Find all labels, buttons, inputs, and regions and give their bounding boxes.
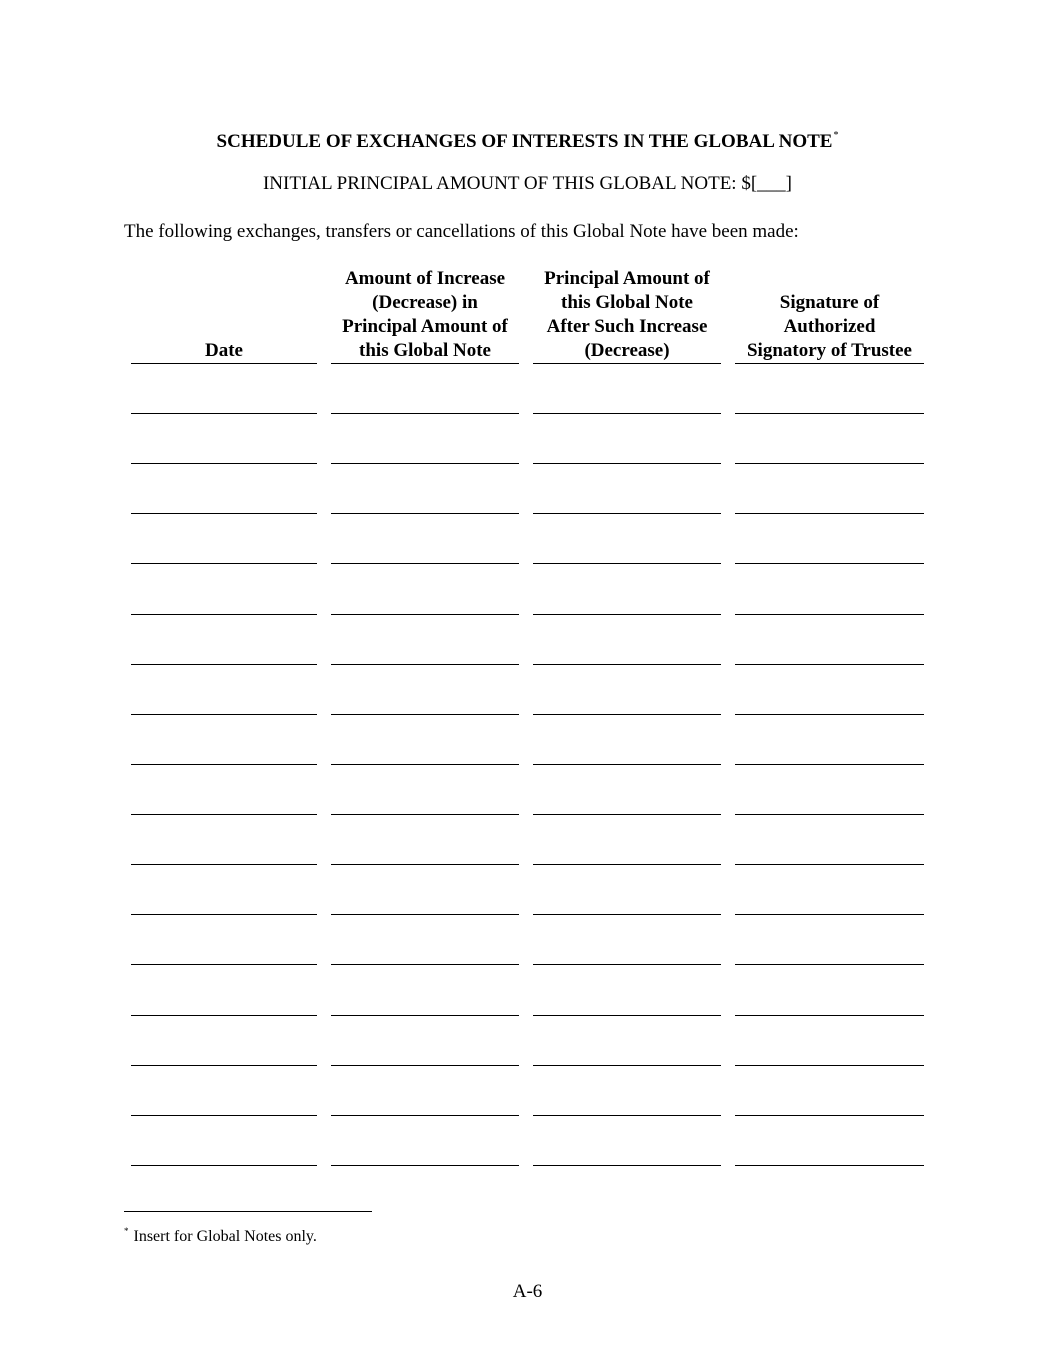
column-header-line: this Global Note (561, 292, 693, 313)
blank-entry-line-principal-after[interactable] (533, 563, 721, 564)
column-header-amount-change (331, 266, 519, 363)
column-header-line: (Decrease) in (372, 292, 478, 313)
blank-entry-line-amount-change[interactable] (331, 563, 519, 564)
blank-entry-line-signature[interactable] (735, 513, 924, 514)
blank-entry-line-amount-change[interactable] (331, 463, 519, 464)
blank-entry-line-signature[interactable] (735, 413, 924, 414)
footnote-separator (124, 1211, 372, 1212)
column-header-signature (735, 266, 924, 363)
footnote-mark: * (124, 1226, 129, 1236)
column-header-line: Principal Amount of (342, 316, 508, 337)
blank-entry-line-date[interactable] (131, 413, 317, 414)
blank-entry-line-amount-change[interactable] (331, 664, 519, 665)
blank-entry-line-date[interactable] (131, 914, 317, 915)
column-header-rule (735, 363, 924, 364)
blank-entry-line-date[interactable] (131, 1165, 317, 1166)
blank-entry-line-principal-after[interactable] (533, 664, 721, 665)
intro-paragraph: The following exchanges, transfers or cancellations of this Global Note have been made: (124, 221, 799, 242)
column-header-line: Signatory of Trustee (746, 340, 912, 361)
blank-entry-line-signature[interactable] (735, 1165, 924, 1166)
blank-entry-line-date[interactable] (131, 1065, 317, 1066)
column-header-line: Principal Amount of (544, 268, 710, 289)
title-footnote-mark: * (833, 130, 839, 141)
blank-entry-line-signature[interactable] (735, 864, 924, 865)
blank-entry-line-principal-after[interactable] (533, 964, 721, 965)
blank-entry-line-signature[interactable] (735, 964, 924, 965)
blank-entry-line-principal-after[interactable] (533, 764, 721, 765)
blank-entry-line-amount-change[interactable] (331, 864, 519, 865)
column-header-date (131, 266, 317, 363)
blank-entry-line-principal-after[interactable] (533, 914, 721, 915)
blank-entry-line-amount-change[interactable] (331, 714, 519, 715)
column-header-line: Amount of Increase (344, 268, 506, 289)
blank-entry-line-principal-after[interactable] (533, 714, 721, 715)
blank-entry-line-amount-change[interactable] (331, 1015, 519, 1016)
blank-entry-line-amount-change[interactable] (331, 413, 519, 414)
blank-entry-line-signature[interactable] (735, 1115, 924, 1116)
column-header-line: this Global Note (359, 340, 491, 361)
blank-entry-line-signature[interactable] (735, 1065, 924, 1066)
blank-entry-line-date[interactable] (131, 513, 317, 514)
initial-principal-amount: INITIAL PRINCIPAL AMOUNT OF THIS GLOBAL NOTE: $[___] (262, 173, 792, 194)
blank-entry-line-amount-change[interactable] (331, 1065, 519, 1066)
blank-entry-line-amount-change[interactable] (331, 1165, 519, 1166)
blank-entry-line-signature[interactable] (735, 614, 924, 615)
blank-entry-line-date[interactable] (131, 614, 317, 615)
blank-entry-line-amount-change[interactable] (331, 914, 519, 915)
blank-entry-line-date[interactable] (131, 864, 317, 865)
blank-entry-line-date[interactable] (131, 664, 317, 665)
blank-entry-line-amount-change[interactable] (331, 814, 519, 815)
column-header-line: Authorized (783, 316, 876, 337)
column-header-principal-after (533, 266, 721, 363)
blank-entry-line-signature[interactable] (735, 463, 924, 464)
blank-entry-line-signature[interactable] (735, 914, 924, 915)
column-header-rule (331, 363, 519, 364)
blank-entry-line-principal-after[interactable] (533, 1065, 721, 1066)
blank-entry-line-signature[interactable] (735, 814, 924, 815)
blank-entry-line-principal-after[interactable] (533, 1115, 721, 1116)
column-header-line: Date (205, 340, 243, 361)
column-header-line: (Decrease) (584, 340, 670, 361)
blank-entry-line-amount-change[interactable] (331, 513, 519, 514)
page-number: A-6 (512, 1281, 543, 1302)
blank-entry-line-principal-after[interactable] (533, 413, 721, 414)
document-title (0, 124, 1055, 154)
column-header-line: After Such Increase (546, 316, 708, 337)
column-header-rule (533, 363, 721, 364)
footnote-text: Insert for Global Notes only. (133, 1228, 317, 1245)
blank-entry-line-signature[interactable] (735, 664, 924, 665)
blank-entry-line-date[interactable] (131, 1115, 317, 1116)
blank-entry-line-signature[interactable] (735, 563, 924, 564)
column-header-line: Signature of (779, 292, 880, 313)
blank-entry-line-principal-after[interactable] (533, 463, 721, 464)
blank-entry-line-amount-change[interactable] (331, 614, 519, 615)
footnote (124, 1221, 317, 1247)
column-header-rule (131, 363, 317, 364)
blank-entry-line-amount-change[interactable] (331, 964, 519, 965)
title-text: SCHEDULE OF EXCHANGES OF INTERESTS IN THE GLOBAL NOTE (216, 131, 833, 152)
blank-entry-line-date[interactable] (131, 964, 317, 965)
blank-entry-line-principal-after[interactable] (533, 614, 721, 615)
blank-entry-line-date[interactable] (131, 563, 317, 564)
blank-entry-line-amount-change[interactable] (331, 1115, 519, 1116)
blank-entry-line-signature[interactable] (735, 1015, 924, 1016)
blank-entry-line-date[interactable] (131, 714, 317, 715)
blank-entry-line-signature[interactable] (735, 764, 924, 765)
blank-entry-line-date[interactable] (131, 1015, 317, 1016)
blank-entry-line-signature[interactable] (735, 714, 924, 715)
blank-entry-line-amount-change[interactable] (331, 764, 519, 765)
blank-entry-line-date[interactable] (131, 463, 317, 464)
blank-entry-line-principal-after[interactable] (533, 1015, 721, 1016)
blank-entry-line-principal-after[interactable] (533, 513, 721, 514)
blank-entry-line-principal-after[interactable] (533, 814, 721, 815)
blank-entry-line-date[interactable] (131, 764, 317, 765)
blank-entry-line-principal-after[interactable] (533, 864, 721, 865)
blank-entry-line-principal-after[interactable] (533, 1165, 721, 1166)
blank-entry-line-date[interactable] (131, 814, 317, 815)
